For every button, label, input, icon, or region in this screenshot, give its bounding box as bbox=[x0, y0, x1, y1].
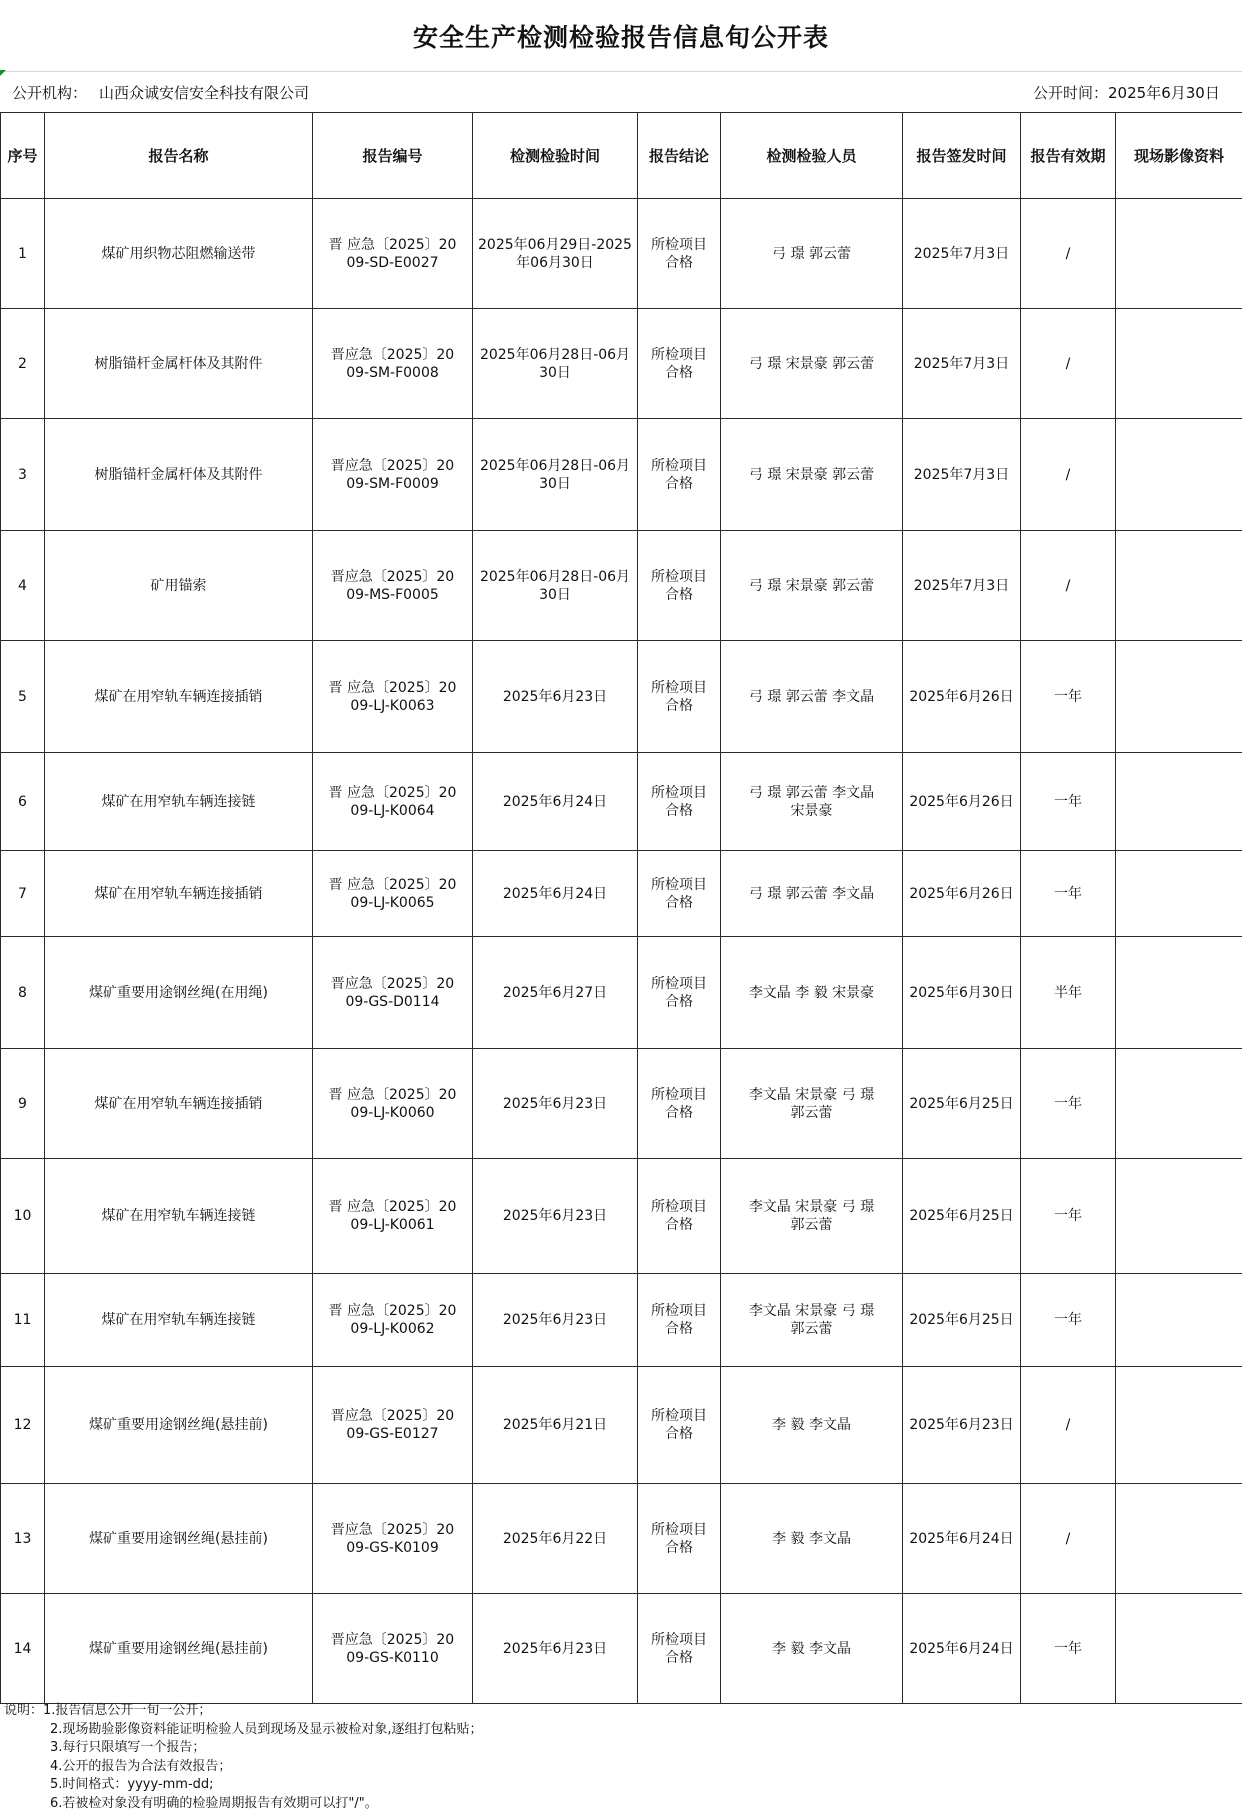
report-name-cell: 煤矿重要用途钢丝绳(悬挂前) bbox=[45, 1484, 313, 1594]
photo-cell bbox=[1116, 199, 1242, 309]
persons-cell: 李文晶 李 毅 宋景豪 bbox=[721, 937, 903, 1049]
report-name-cell: 煤矿在用窄轨车辆连接链 bbox=[45, 1159, 313, 1274]
validity-cell: 一年 bbox=[1021, 851, 1116, 937]
test-time-cell: 2025年6月23日 bbox=[473, 1159, 638, 1274]
table-row bbox=[1, 531, 1242, 641]
issue-date-cell: 2025年7月3日 bbox=[903, 531, 1021, 641]
conclusion-cell: 所检项目 合格 bbox=[638, 753, 721, 851]
report-name-cell: 矿用锚索 bbox=[45, 531, 313, 641]
org-label: 公开机构： bbox=[12, 84, 88, 102]
issue-date-cell: 2025年6月30日 bbox=[903, 937, 1021, 1049]
row-no-cell: 10 bbox=[1, 1159, 45, 1274]
validity-cell: / bbox=[1021, 1367, 1116, 1484]
report-name-cell: 煤矿在用窄轨车辆连接链 bbox=[45, 753, 313, 851]
col-header-no: 序号 bbox=[1, 113, 45, 199]
persons-cell: 弓 璟 宋景豪 郭云蕾 bbox=[721, 531, 903, 641]
site-photo-group bbox=[1116, 359, 1242, 368]
row-no-cell: 3 bbox=[1, 419, 45, 531]
table-row bbox=[1, 1594, 1242, 1704]
note-line: 6.若被检对象没有明确的检验周期报告有效期可以打"/"。 bbox=[50, 1795, 378, 1811]
report-code-cell: 晋应急〔2025〕20 09-SM-F0008 bbox=[313, 309, 473, 419]
test-time-cell: 2025年6月23日 bbox=[473, 1274, 638, 1367]
report-code-cell: 晋 应急〔2025〕20 09-LJ-K0064 bbox=[313, 753, 473, 851]
persons-cell: 李 毅 李文晶 bbox=[721, 1367, 903, 1484]
validity-cell: / bbox=[1021, 309, 1116, 419]
test-time-cell: 2025年6月24日 bbox=[473, 753, 638, 851]
conclusion-cell: 所检项目 合格 bbox=[638, 1594, 721, 1704]
photo-cell bbox=[1116, 937, 1242, 1049]
table-row bbox=[1, 1049, 1242, 1159]
conclusion-cell: 所检项目 合格 bbox=[638, 199, 721, 309]
report-code-cell: 晋应急〔2025〕20 09-SM-F0009 bbox=[313, 419, 473, 531]
col-header-photos: 现场影像资料 bbox=[1116, 113, 1242, 199]
table-row bbox=[1, 753, 1242, 851]
table-row bbox=[1, 937, 1242, 1049]
report-name-cell: 树脂锚杆金属杆体及其附件 bbox=[45, 419, 313, 531]
table-row bbox=[1, 309, 1242, 419]
note-line: 4.公开的报告为合法有效报告； bbox=[50, 1758, 232, 1774]
photo-cell bbox=[1116, 531, 1242, 641]
table-row bbox=[1, 1274, 1242, 1367]
meta-row bbox=[0, 73, 1242, 111]
report-name-cell: 煤矿在用窄轨车辆连接插销 bbox=[45, 1049, 313, 1159]
conclusion-cell: 所检项目 合格 bbox=[638, 1367, 721, 1484]
issue-date-cell: 2025年7月3日 bbox=[903, 309, 1021, 419]
test-time-cell: 2025年6月21日 bbox=[473, 1367, 638, 1484]
conclusion-cell: 所检项目 合格 bbox=[638, 1159, 721, 1274]
col-header-test-time: 检测检验时间 bbox=[473, 113, 638, 199]
row-no-cell: 2 bbox=[1, 309, 45, 419]
issue-date-cell: 2025年6月24日 bbox=[903, 1594, 1021, 1704]
col-header-name: 报告名称 bbox=[45, 113, 313, 199]
conclusion-cell: 所检项目 合格 bbox=[638, 1274, 721, 1367]
validity-cell: 一年 bbox=[1021, 1274, 1116, 1367]
photo-cell bbox=[1116, 1049, 1242, 1159]
report-name-cell: 煤矿在用窄轨车辆连接插销 bbox=[45, 851, 313, 937]
persons-cell: 李 毅 李文晶 bbox=[721, 1594, 903, 1704]
row-no-cell: 13 bbox=[1, 1484, 45, 1594]
report-code-cell: 晋 应急〔2025〕20 09-SD-E0027 bbox=[313, 199, 473, 309]
report-name-cell: 煤矿用织物芯阻燃输送带 bbox=[45, 199, 313, 309]
report-code-cell: 晋 应急〔2025〕20 09-LJ-K0060 bbox=[313, 1049, 473, 1159]
persons-cell: 弓 璟 郭云蕾 bbox=[721, 199, 903, 309]
test-time-cell: 2025年6月27日 bbox=[473, 937, 638, 1049]
table-row bbox=[1, 1159, 1242, 1274]
date-label: 公开时间： bbox=[1033, 84, 1109, 102]
report-name-cell: 树脂锚杆金属杆体及其附件 bbox=[45, 309, 313, 419]
report-code-cell: 晋 应急〔2025〕20 09-LJ-K0061 bbox=[313, 1159, 473, 1274]
persons-cell: 弓 璟 郭云蕾 李文晶 bbox=[721, 851, 903, 937]
persons-cell: 弓 璟 宋景豪 郭云蕾 bbox=[721, 419, 903, 531]
conclusion-cell: 所检项目 合格 bbox=[638, 1484, 721, 1594]
conclusion-cell: 所检项目 合格 bbox=[638, 309, 721, 419]
site-photo-group bbox=[1116, 1421, 1242, 1430]
col-header-issue-date: 报告签发时间 bbox=[903, 113, 1021, 199]
table-row bbox=[1, 199, 1242, 309]
issue-date-cell: 2025年6月26日 bbox=[903, 753, 1021, 851]
photo-cell bbox=[1116, 1274, 1242, 1367]
page-title: 安全生产检测检验报告信息旬公开表 bbox=[0, 0, 1242, 72]
report-code-cell: 晋 应急〔2025〕20 09-LJ-K0065 bbox=[313, 851, 473, 937]
photo-cell bbox=[1116, 1367, 1242, 1484]
issue-date-cell: 2025年6月23日 bbox=[903, 1367, 1021, 1484]
report-name-cell: 煤矿在用窄轨车辆连接插销 bbox=[45, 641, 313, 753]
row-no-cell: 4 bbox=[1, 531, 45, 641]
publishing-org bbox=[12, 82, 309, 103]
persons-cell: 李文晶 宋景豪 弓 璟 郭云蕾 bbox=[721, 1049, 903, 1159]
conclusion-cell: 所检项目 合格 bbox=[638, 1049, 721, 1159]
photo-cell bbox=[1116, 641, 1242, 753]
test-time-cell: 2025年06月28日-06月 30日 bbox=[473, 309, 638, 419]
report-code-cell: 晋应急〔2025〕20 09-GS-K0110 bbox=[313, 1594, 473, 1704]
photo-cell bbox=[1116, 419, 1242, 531]
report-name-cell: 煤矿重要用途钢丝绳(悬挂前) bbox=[45, 1367, 313, 1484]
test-time-cell: 2025年06月28日-06月 30日 bbox=[473, 531, 638, 641]
conclusion-cell: 所检项目 合格 bbox=[638, 937, 721, 1049]
persons-cell: 弓 璟 郭云蕾 李文晶 bbox=[721, 641, 903, 753]
test-time-cell: 2025年06月29日-2025 年06月30日 bbox=[473, 199, 638, 309]
photo-cell bbox=[1116, 851, 1242, 937]
site-photo-group bbox=[1116, 988, 1242, 997]
date-value: 2025年6月30日 bbox=[1108, 84, 1220, 102]
table-row bbox=[1, 851, 1242, 937]
table-row bbox=[1, 1484, 1242, 1594]
site-photo-group bbox=[1116, 692, 1242, 701]
test-time-cell: 2025年6月23日 bbox=[473, 1594, 638, 1704]
col-header-validity: 报告有效期 bbox=[1021, 113, 1116, 199]
photo-cell bbox=[1116, 309, 1242, 419]
issue-date-cell: 2025年6月25日 bbox=[903, 1159, 1021, 1274]
issue-date-cell: 2025年7月3日 bbox=[903, 419, 1021, 531]
table-row bbox=[1, 419, 1242, 531]
site-photo-group bbox=[1116, 470, 1242, 479]
row-no-cell: 5 bbox=[1, 641, 45, 753]
row-no-cell: 8 bbox=[1, 937, 45, 1049]
validity-cell: / bbox=[1021, 419, 1116, 531]
report-code-cell: 晋 应急〔2025〕20 09-LJ-K0063 bbox=[313, 641, 473, 753]
report-code-cell: 晋应急〔2025〕20 09-GS-E0127 bbox=[313, 1367, 473, 1484]
row-no-cell: 14 bbox=[1, 1594, 45, 1704]
photo-cell bbox=[1116, 1484, 1242, 1594]
site-photo-group bbox=[1116, 891, 1242, 897]
validity-cell: 一年 bbox=[1021, 1594, 1116, 1704]
report-name-cell: 煤矿在用窄轨车辆连接链 bbox=[45, 1274, 313, 1367]
test-time-cell: 2025年6月24日 bbox=[473, 851, 638, 937]
persons-cell: 李 毅 李文晶 bbox=[721, 1484, 903, 1594]
table-row bbox=[1, 641, 1242, 753]
photo-cell bbox=[1116, 753, 1242, 851]
org-name: 山西众诚安信安全科技有限公司 bbox=[99, 84, 310, 102]
validity-cell: / bbox=[1021, 199, 1116, 309]
photo-cell bbox=[1116, 1159, 1242, 1274]
validity-cell: 半年 bbox=[1021, 937, 1116, 1049]
note-line: 说明：1.报告信息公开一旬一公开； bbox=[4, 1703, 212, 1718]
row-no-cell: 12 bbox=[1, 1367, 45, 1484]
site-photo-group bbox=[1116, 1644, 1242, 1653]
row-no-cell: 6 bbox=[1, 753, 45, 851]
site-photo-group bbox=[1116, 1099, 1242, 1108]
row-no-cell: 1 bbox=[1, 199, 45, 309]
validity-cell: 一年 bbox=[1021, 1159, 1116, 1274]
issue-date-cell: 2025年6月24日 bbox=[903, 1484, 1021, 1594]
row-no-cell: 7 bbox=[1, 851, 45, 937]
row-no-cell: 11 bbox=[1, 1274, 45, 1367]
photo-cell bbox=[1116, 1594, 1242, 1704]
report-code-cell: 晋应急〔2025〕20 09-MS-F0005 bbox=[313, 531, 473, 641]
col-header-code: 报告编号 bbox=[313, 113, 473, 199]
issue-date-cell: 2025年7月3日 bbox=[903, 199, 1021, 309]
test-time-cell: 2025年6月23日 bbox=[473, 641, 638, 753]
persons-cell: 李文晶 宋景豪 弓 璟 郭云蕾 bbox=[721, 1159, 903, 1274]
site-photo-group bbox=[1116, 1213, 1242, 1219]
validity-cell: 一年 bbox=[1021, 753, 1116, 851]
site-photo-group bbox=[1116, 799, 1242, 805]
note-line: 2.现场勘验影像资料能证明检验人员到现场及显示被检对象,逐组打包粘贴； bbox=[50, 1721, 483, 1737]
validity-cell: / bbox=[1021, 531, 1116, 641]
publish-date bbox=[1033, 82, 1220, 103]
report-table bbox=[0, 112, 1242, 1704]
site-photo-group bbox=[1116, 1317, 1242, 1323]
table-row bbox=[1, 1367, 1242, 1484]
site-photo-group bbox=[1116, 251, 1242, 257]
validity-cell: 一年 bbox=[1021, 1049, 1116, 1159]
report-code-cell: 晋应急〔2025〕20 09-GS-D0114 bbox=[313, 937, 473, 1049]
conclusion-cell: 所检项目 合格 bbox=[638, 419, 721, 531]
note-line: 3.每行只限填写一个报告； bbox=[50, 1740, 206, 1755]
col-header-persons: 检测检验人员 bbox=[721, 113, 903, 199]
test-time-cell: 2025年06月28日-06月 30日 bbox=[473, 419, 638, 531]
validity-cell: / bbox=[1021, 1484, 1116, 1594]
validity-cell: 一年 bbox=[1021, 641, 1116, 753]
conclusion-cell: 所检项目 合格 bbox=[638, 531, 721, 641]
conclusion-cell: 所检项目 合格 bbox=[638, 851, 721, 937]
row-no-cell: 9 bbox=[1, 1049, 45, 1159]
site-photo-group bbox=[1116, 581, 1242, 590]
table-header-row bbox=[1, 113, 1242, 199]
persons-cell: 弓 璟 郭云蕾 李文晶 宋景豪 bbox=[721, 753, 903, 851]
col-header-conclusion: 报告结论 bbox=[638, 113, 721, 199]
issue-date-cell: 2025年6月26日 bbox=[903, 851, 1021, 937]
report-name-cell: 煤矿重要用途钢丝绳(悬挂前) bbox=[45, 1594, 313, 1704]
note-line: 5.时间格式：yyyy-mm-dd; bbox=[50, 1777, 214, 1792]
report-code-cell: 晋应急〔2025〕20 09-GS-K0109 bbox=[313, 1484, 473, 1594]
test-time-cell: 2025年6月22日 bbox=[473, 1484, 638, 1594]
issue-date-cell: 2025年6月25日 bbox=[903, 1274, 1021, 1367]
test-time-cell: 2025年6月23日 bbox=[473, 1049, 638, 1159]
issue-date-cell: 2025年6月25日 bbox=[903, 1049, 1021, 1159]
report-code-cell: 晋 应急〔2025〕20 09-LJ-K0062 bbox=[313, 1274, 473, 1367]
conclusion-cell: 所检项目 合格 bbox=[638, 641, 721, 753]
persons-cell: 弓 璟 宋景豪 郭云蕾 bbox=[721, 309, 903, 419]
site-photo-group bbox=[1116, 1534, 1242, 1543]
notes bbox=[0, 1700, 1242, 1820]
issue-date-cell: 2025年6月26日 bbox=[903, 641, 1021, 753]
report-name-cell: 煤矿重要用途钢丝绳(在用绳) bbox=[45, 937, 313, 1049]
persons-cell: 李文晶 宋景豪 弓 璟 郭云蕾 bbox=[721, 1274, 903, 1367]
